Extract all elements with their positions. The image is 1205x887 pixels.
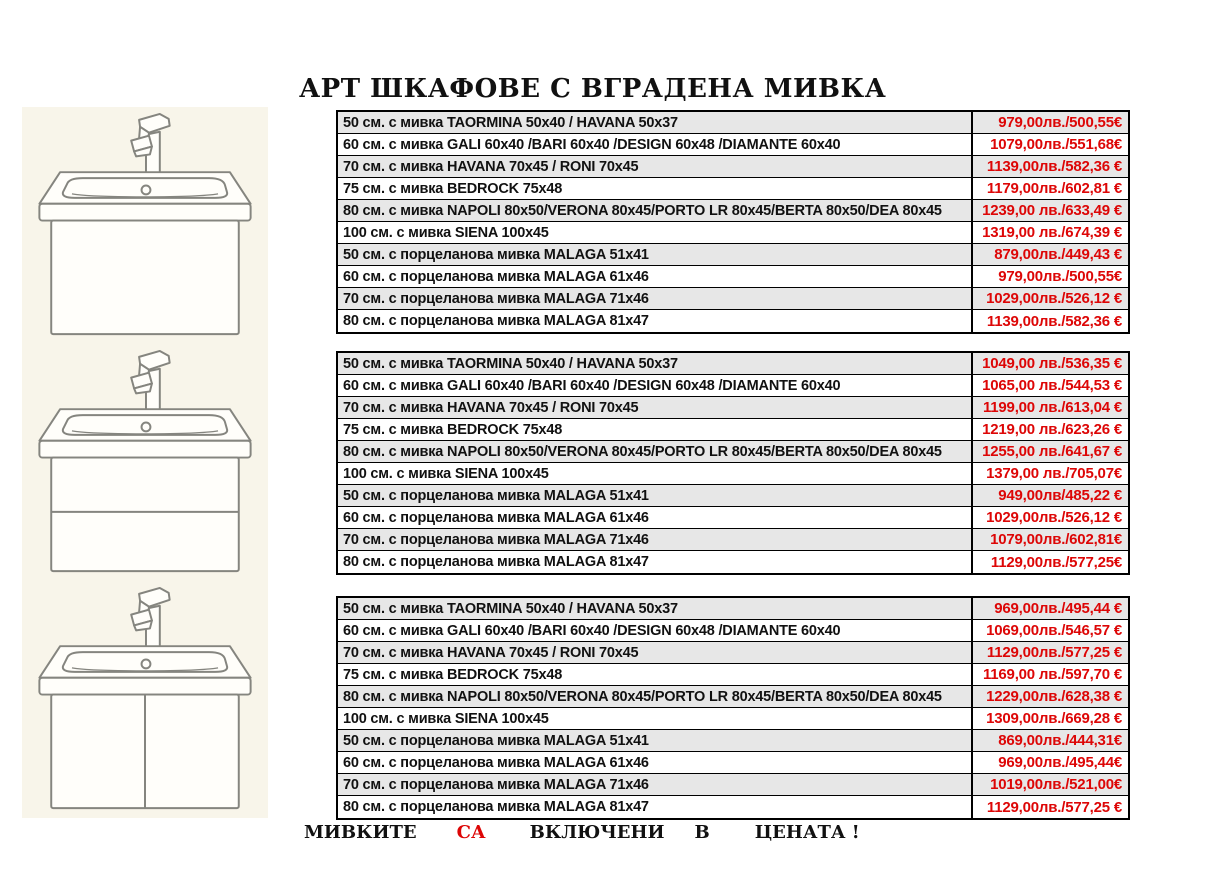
product-price: 1079,00лв./602,81€ (990, 531, 1122, 548)
product-price: 869,00лв./444,31€ (998, 732, 1122, 749)
overflow-hole-icon (142, 186, 151, 195)
price-table-3 (336, 596, 1130, 820)
product-price: 1029,00лв./526,12 € (986, 290, 1122, 307)
product-price: 1019,00лв./521,00€ (990, 776, 1122, 793)
vanity-two-doors-icon (29, 585, 261, 814)
product-description: 60 см. с мивка GALI 60x40 /BARI 60x40 /DESIGN 60x48 /DIAMANTE 60x40 (338, 134, 973, 155)
table-row (338, 774, 1128, 796)
table-row (338, 730, 1128, 752)
product-price: 1199,00 лв./613,04 € (982, 399, 1122, 416)
product-price: 1379,00 лв./705,07€ (986, 465, 1122, 482)
product-description: 50 см. с порцеланова мивка MALAGA 51x41 (338, 244, 973, 265)
product-price: 979,00лв./500,55€ (998, 114, 1122, 131)
footer-word-highlight: СА (456, 822, 486, 843)
table-row (338, 664, 1128, 686)
product-price: 1219,00 лв./623,26 € (982, 421, 1122, 438)
table-row (338, 598, 1128, 620)
table-row (338, 375, 1128, 397)
product-description: 100 см. с мивка SIENA 100x45 (338, 222, 973, 243)
table-row (338, 397, 1128, 419)
cabinet-body (51, 458, 239, 572)
product-price: 949,00лв/485,22 € (998, 487, 1122, 504)
product-price: 1029,00лв./526,12 € (986, 509, 1122, 526)
table-row (338, 266, 1128, 288)
table-row (338, 441, 1128, 463)
product-price: 1069,00лв./546,57 € (986, 622, 1122, 639)
table-row (338, 134, 1128, 156)
product-description: 75 см. с мивка BEDROCK 75x48 (338, 419, 973, 440)
overflow-hole-icon (142, 660, 151, 669)
table-row (338, 244, 1128, 266)
product-price: 969,00лв./495,44 € (994, 600, 1122, 617)
table-row (338, 642, 1128, 664)
product-description: 70 см. с мивка HAVANA 70x45 / RONI 70x45 (338, 156, 973, 177)
table-row (338, 752, 1128, 774)
table-row (338, 178, 1128, 200)
table-row (338, 796, 1128, 818)
price-table-1 (336, 110, 1130, 334)
product-description: 80 см. с мивка NAPOLI 80x50/VERONA 80x45/PORTO LR 80x45/BERTA 80x50/DEA 80x45 (338, 200, 973, 221)
table-row (338, 310, 1128, 332)
table-row (338, 507, 1128, 529)
overflow-hole-icon (142, 423, 151, 432)
product-description: 80 см. с порцеланова мивка MALAGA 81x47 (338, 551, 973, 573)
product-price: 1169,00 лв./597,70 € (982, 666, 1122, 683)
product-description: 60 см. с мивка GALI 60x40 /BARI 60x40 /DESIGN 60x48 /DIAMANTE 60x40 (338, 620, 973, 641)
product-price: 1255,00 лв./641,67 € (982, 443, 1122, 460)
product-price: 1065,00 лв./544,53 € (982, 377, 1122, 394)
product-description: 60 см. с мивка GALI 60x40 /BARI 60x40 /DESIGN 60x48 /DIAMANTE 60x40 (338, 375, 973, 396)
product-description: 50 см. с мивка TAORMINA 50x40 / HAVANA 50x37 (338, 353, 973, 374)
product-description: 60 см. с порцеланова мивка MALAGA 61x46 (338, 266, 973, 287)
vanity-illustrations-panel (22, 107, 268, 818)
footer-word: В (694, 822, 710, 843)
product-description: 70 см. с мивка HAVANA 70x45 / RONI 70x45 (338, 642, 973, 663)
page-title: АРТ ШКАФОВЕ С ВГРАДЕНА МИВКА (299, 74, 887, 104)
product-price: 1239,00 лв./633,49 € (982, 202, 1122, 219)
product-price: 1179,00лв./602,81 € (986, 180, 1122, 197)
product-description: 70 см. с порцеланова мивка MALAGA 71x46 (338, 774, 973, 795)
table-row (338, 485, 1128, 507)
product-description: 100 см. с мивка SIENA 100x45 (338, 708, 973, 729)
product-price: 969,00лв./495,44€ (998, 754, 1122, 771)
product-description: 70 см. с мивка HAVANA 70x45 / RONI 70x45 (338, 397, 973, 418)
product-price: 1079,00лв./551,68€ (990, 136, 1122, 153)
table-row (338, 551, 1128, 573)
product-price: 1129,00лв./577,25 € (986, 798, 1122, 816)
table-row (338, 708, 1128, 730)
table-row (338, 112, 1128, 134)
price-table-2 (336, 351, 1130, 575)
product-description: 50 см. с мивка TAORMINA 50x40 / HAVANA 50x37 (338, 598, 973, 619)
product-price: 1049,00 лв./536,35 € (982, 355, 1122, 372)
table-row (338, 419, 1128, 441)
product-price: 1229,00лв./628,38 € (986, 688, 1122, 705)
footer-note (304, 822, 860, 843)
footer-word: МИВКИТЕ (304, 822, 417, 843)
product-description: 60 см. с порцеланова мивка MALAGA 61x46 (338, 752, 973, 773)
product-description: 60 см. с порцеланова мивка MALAGA 61x46 (338, 507, 973, 528)
product-description: 70 см. с порцеланова мивка MALAGA 71x46 (338, 288, 973, 309)
table-row (338, 686, 1128, 708)
vanity-two-drawers-icon (29, 348, 261, 577)
product-price: 879,00лв./449,43 € (994, 246, 1122, 263)
table-row (338, 222, 1128, 244)
product-description: 75 см. с мивка BEDROCK 75x48 (338, 178, 973, 199)
product-description: 50 см. с порцеланова мивка MALAGA 51x41 (338, 485, 973, 506)
table-row (338, 620, 1128, 642)
product-description: 50 см. с мивка TAORMINA 50x40 / HAVANA 50x37 (338, 112, 973, 133)
table-row (338, 463, 1128, 485)
product-price: 1319,00 лв./674,39 € (982, 224, 1122, 241)
product-price: 1309,00лв./669,28 € (986, 710, 1122, 727)
footer-word: ЦЕНАТА ! (754, 822, 860, 843)
product-description: 80 см. с мивка NAPOLI 80x50/VERONA 80x45/PORTO LR 80x45/BERTA 80x50/DEA 80x45 (338, 686, 973, 707)
table-row (338, 353, 1128, 375)
footer-word: ВКЛЮЧЕНИ (529, 822, 665, 843)
cabinet-body (51, 221, 239, 335)
product-price: 979,00лв./500,55€ (998, 268, 1122, 285)
product-description: 80 см. с порцеланова мивка MALAGA 81x47 (338, 310, 973, 332)
product-description: 80 см. с порцеланова мивка MALAGA 81x47 (338, 796, 973, 818)
product-description: 75 см. с мивка BEDROCK 75x48 (338, 664, 973, 685)
product-description: 70 см. с порцеланова мивка MALAGA 71x46 (338, 529, 973, 550)
product-price: 1129,00лв./577,25 € (986, 644, 1122, 661)
product-price: 1139,00лв./582,36 € (986, 158, 1122, 175)
table-row (338, 288, 1128, 310)
product-description: 80 см. с мивка NAPOLI 80x50/VERONA 80x45/PORTO LR 80x45/BERTA 80x50/DEA 80x45 (338, 441, 973, 462)
product-price: 1129,00лв./577,25€ (990, 553, 1122, 571)
table-row (338, 529, 1128, 551)
vanity-single-door-icon (29, 111, 261, 340)
table-row (338, 156, 1128, 178)
table-row (338, 200, 1128, 222)
product-price: 1139,00лв./582,36 € (986, 312, 1122, 330)
product-description: 100 см. с мивка SIENA 100x45 (338, 463, 973, 484)
product-description: 50 см. с порцеланова мивка MALAGA 51x41 (338, 730, 973, 751)
